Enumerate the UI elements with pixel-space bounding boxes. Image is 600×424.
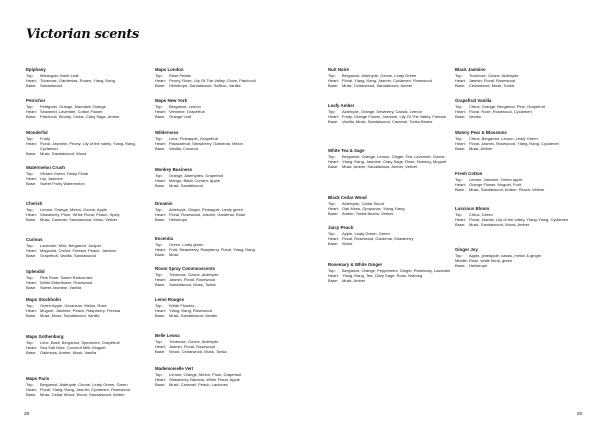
note-value: Floral, Jasmin, Rosewood, Ylang-Ylang, Cyclamen xyxy=(469,140,559,146)
note-value: Wood, Cedarwood, Musk, Tonka xyxy=(169,349,227,354)
note-value: Musk, Sandalwood, Vanilla xyxy=(169,313,217,318)
note-label: Heart: xyxy=(155,177,166,183)
note-row xyxy=(26,181,154,186)
note-row xyxy=(155,282,283,287)
scent-name: White Tea & Sage xyxy=(328,148,365,153)
note-value: Rose Petals xyxy=(169,72,191,78)
note-label: Base: xyxy=(155,183,166,188)
note-label: Heart: xyxy=(328,77,339,83)
note-label: Base: xyxy=(155,382,166,387)
note-value: Wood xyxy=(342,241,353,246)
note-label: Top: xyxy=(26,381,34,387)
note-label: Base: xyxy=(26,151,37,157)
note-label: Heart: xyxy=(155,376,166,382)
note-value: Lime, Basil, Bergamot, Spearmint, Grapefruit xyxy=(40,339,120,345)
note-value: Musk, Sandalwood, Wood, Amber xyxy=(469,222,530,227)
note-value: Musk, Sandalwood xyxy=(169,183,203,188)
note-label: Heart: xyxy=(328,272,339,278)
note-row xyxy=(155,146,283,151)
note-value: Bergamot, Orange, Lemon, Ginger, Tea, Lavender, Ozone xyxy=(342,153,445,159)
note-label: Top: xyxy=(26,302,34,308)
scent-name: Ginger Joy xyxy=(455,247,478,252)
note-row xyxy=(328,241,456,246)
scent-name: Maps New York xyxy=(155,98,188,103)
note-label: Top: xyxy=(26,103,34,109)
scent-entry xyxy=(26,376,154,397)
note-label: Base: xyxy=(328,211,339,216)
note-label: Heart: xyxy=(155,343,166,349)
note-value: Verveine, Grapefruit xyxy=(169,108,205,114)
page-title: Victorian scents xyxy=(26,27,140,42)
scent-entry xyxy=(455,206,583,227)
scent-entry xyxy=(155,236,283,257)
note-value: Tuberose, Ozone, Aldehyde xyxy=(469,72,519,78)
note-label: Top: xyxy=(155,103,163,109)
scent-name: Cherish xyxy=(26,201,43,206)
note-label: Top: xyxy=(328,72,336,78)
note-value: Melangolo,Violet Leaf xyxy=(40,72,79,78)
note-row xyxy=(455,114,583,119)
note-label: Heart: xyxy=(455,108,466,114)
note-row xyxy=(26,285,154,290)
scent-name: Mademoiselle Vert xyxy=(155,366,194,371)
scent-name: Maps London xyxy=(155,67,184,72)
note-row xyxy=(155,114,283,119)
scent-name: Curious xyxy=(26,237,43,242)
note-label: Base: xyxy=(328,164,339,169)
scent-entry xyxy=(328,195,456,216)
note-value: Amber, Tonka Beans, Vetiver xyxy=(342,211,394,216)
note-row xyxy=(455,222,583,227)
note-label: Heart: xyxy=(328,235,339,241)
note-value: Tuberose, Ozone, Aldehyde xyxy=(169,338,219,344)
note-value: Muguet, Jasmine, Peach, Raspberry, Freesia xyxy=(40,307,120,313)
note-value: Bergamot, Aldehyde, Ozone, Leafy Green xyxy=(342,72,417,78)
note-value: Sandalwood xyxy=(40,83,63,88)
note-value: Lime, Pineapple, Grapefruit xyxy=(169,135,218,141)
note-label: Top: xyxy=(26,274,34,280)
note-label: Heart: xyxy=(155,276,166,282)
note-value: Musk, Amber xyxy=(342,278,366,283)
note-label: Heart: xyxy=(26,344,37,350)
note-row xyxy=(455,83,583,88)
scent-entry xyxy=(455,130,583,151)
note-value: Bergamot, Aldehyde, Ozone, Leafy Green, Green xyxy=(40,381,128,387)
note-label: Base: xyxy=(26,350,37,355)
note-label: Top: xyxy=(455,252,463,258)
note-label: Top: xyxy=(328,153,336,159)
note-row xyxy=(155,217,283,222)
note-value: Lemon, Jasmine, Green apple xyxy=(469,176,523,182)
scent-name: Black Jasmine xyxy=(455,67,486,72)
note-label: Base: xyxy=(328,83,339,88)
note-value: Green, Leafy green xyxy=(169,241,204,247)
note-label: Top: xyxy=(328,267,336,273)
scent-entry xyxy=(455,171,583,192)
note-label: Top: xyxy=(155,206,163,212)
scent-entry xyxy=(155,67,283,88)
note-value: Musk, Amber, Sandalwood, Amber, Vetiver xyxy=(342,164,418,169)
note-label: Heart: xyxy=(26,175,37,181)
note-label: Heart: xyxy=(328,158,339,164)
scent-name: Watery Pear & Blossoms xyxy=(455,130,507,135)
note-value: Musk, Amber xyxy=(469,146,493,151)
note-row xyxy=(455,146,583,151)
note-value: Aldehydic, Cedar Wood xyxy=(342,200,384,206)
note-label: Base: xyxy=(155,83,166,88)
scent-entry xyxy=(455,247,583,268)
note-label: Base: xyxy=(455,146,466,151)
note-value: Fruity, Orange Flower, Jasmine, Lily Of The Valley, Freesia xyxy=(342,113,446,119)
note-label: Base: xyxy=(155,146,166,151)
note-value: Cedarwood, Musk, Tonka xyxy=(469,83,515,88)
note-label: Base: xyxy=(328,119,339,124)
note-value: Musk, Moss, Sandalwood, Vanilla xyxy=(40,313,100,318)
note-value: Musk, Caramel, Sandalwood, Moss, Vetiver xyxy=(40,217,118,222)
note-label: Heart: xyxy=(155,108,166,114)
note-row xyxy=(155,313,283,318)
note-value: Oak Moss, Opoponax, Ylang-Ylang xyxy=(342,205,405,211)
note-row xyxy=(26,217,154,222)
scent-name: Juicy Peach xyxy=(328,225,354,230)
scent-name: Splendid xyxy=(26,269,45,274)
scent-entry xyxy=(328,148,456,169)
note-value: Sweet Jasmine, Vanilla xyxy=(40,285,82,290)
note-value: Lemon, Orange, Melon, Ozone, Apple xyxy=(40,206,108,212)
note-row xyxy=(26,141,154,151)
scent-entry xyxy=(328,103,456,124)
note-label: Base: xyxy=(155,282,166,287)
note-value: Jasmin, Floral, Rosewood xyxy=(169,343,216,349)
note-label: Top: xyxy=(26,242,34,248)
note-row xyxy=(26,83,154,88)
note-value: Vanilla, Musk, Sandalwood, Caramel, Tonka Beans xyxy=(342,119,433,124)
scent-name: Monkey Business xyxy=(155,167,193,172)
note-label: Top: xyxy=(155,302,163,308)
note-row xyxy=(328,164,456,169)
scent-name: Room Spray Commonscents xyxy=(155,266,216,271)
scent-name: Petrichor xyxy=(26,98,46,103)
note-label: Top: xyxy=(455,176,463,182)
note-value: Citrus, Bergamot, Lemon, Leafy Green xyxy=(469,135,538,141)
scent-entry xyxy=(26,237,154,258)
note-value: Heliotrope xyxy=(469,263,488,268)
note-row xyxy=(155,252,283,257)
note-value: Apple, pineapple, cassis, melon & ginger xyxy=(469,252,542,258)
note-label: Heart: xyxy=(26,279,37,285)
note-row xyxy=(26,350,154,355)
note-row xyxy=(155,382,283,387)
scent-name: Escentia xyxy=(155,236,174,241)
note-label: Heart: xyxy=(455,181,466,187)
scent-name: Watermelon Crush xyxy=(26,165,65,170)
note-label: Top: xyxy=(26,339,34,345)
note-value: Bergamot, Lemon xyxy=(169,103,201,109)
note-label: Base: xyxy=(26,392,37,397)
note-value: Strawberry, Plum, White Floral, Peach, Spicy xyxy=(40,211,120,217)
note-row xyxy=(328,211,456,216)
note-label: Base: xyxy=(26,217,37,222)
scent-entry xyxy=(155,266,283,287)
scent-entry xyxy=(155,366,283,387)
note-row xyxy=(155,183,283,188)
note-label: Base: xyxy=(328,278,339,283)
note-label: Top: xyxy=(155,371,163,377)
note-value: Rose, white floral, green xyxy=(469,257,513,263)
note-value: Orange Leaf xyxy=(169,114,192,119)
note-label: Top: xyxy=(155,172,163,178)
note-label: Top: xyxy=(455,103,463,109)
note-label: Base: xyxy=(455,263,466,268)
note-value: Lemon, Orange, Melon, Plum, Grapefruit xyxy=(169,371,242,377)
note-value: Aldehyde, Ginger, Pineapple, Leafy green xyxy=(169,206,244,212)
note-label: Heart: xyxy=(26,386,37,392)
note-value: Petitgrain, Orange, Mandarin Orange xyxy=(40,103,106,109)
scent-entry xyxy=(328,262,456,283)
note-label: Top: xyxy=(155,72,163,78)
note-value: Musk, Sandalwood, Wood xyxy=(40,151,87,157)
note-value: Magnolia, Orchid, Freesia, Peach, Jasmine xyxy=(40,247,117,253)
note-label: Top: xyxy=(328,230,336,236)
scent-entry xyxy=(26,201,154,222)
note-label: Base: xyxy=(155,217,166,222)
note-label: Base: xyxy=(26,181,37,186)
note-value: Citrus, Green xyxy=(469,211,493,217)
note-value: Fruit, Strawberry, Raspberry, Floral, Ylang-Ylang xyxy=(169,246,255,252)
note-row xyxy=(155,349,283,354)
note-value: Pink Rose, Sweet Redcurrant xyxy=(40,274,93,280)
scent-entry xyxy=(155,167,283,188)
note-value: Heliotrope, Sandalwood, Saffron, Vanilla xyxy=(169,83,241,88)
scent-name: Rosemary & White Ginger xyxy=(328,262,383,267)
note-row xyxy=(455,187,583,192)
note-label: Heart: xyxy=(328,205,339,211)
note-label: Top: xyxy=(455,135,463,141)
note-value: Vanilla xyxy=(469,114,481,119)
note-value: Ylang-Ylang, Rosewood xyxy=(169,307,212,313)
note-label: Base: xyxy=(155,349,166,354)
note-label: Base: xyxy=(155,252,166,257)
scent-entry xyxy=(328,67,456,88)
note-value: Grapefruit, Vanilla, Sandalwood xyxy=(40,253,96,258)
note-label: Heart: xyxy=(26,140,37,146)
note-label: Top: xyxy=(455,72,463,78)
note-row xyxy=(26,114,154,119)
note-value: Jasmin, Floral, Rosewood xyxy=(169,276,216,282)
note-value: Musk, Sandalwood, Amber, Peach, Vetiver xyxy=(469,187,545,192)
note-value: Green Apple, Geranium, Melon, Rose xyxy=(40,302,107,308)
scent-entry xyxy=(155,297,283,318)
note-value: Musk xyxy=(169,252,179,257)
note-value: Heliotrope xyxy=(169,217,188,222)
scent-entry xyxy=(26,269,154,290)
scent-name: Black Cedar Wood xyxy=(328,195,367,200)
note-value: Apple, Leafy Green, Green xyxy=(342,230,390,236)
note-value: Floral, Rosewood, Gardenia, Strawberry xyxy=(342,235,414,241)
note-value: Fruity xyxy=(40,135,50,141)
note-label: Heart: xyxy=(26,211,37,217)
note-label: Heart: xyxy=(155,77,166,83)
note-value: Ylang-Ylang, Tea, Clary Sage, Rose, Nutmeg xyxy=(342,272,423,278)
note-value: Lavender, Mint, Bergamot, Juniper xyxy=(40,242,102,248)
scent-entry xyxy=(26,67,154,88)
scent-name: Grapefruit Vanilla xyxy=(455,98,492,103)
note-value: Patchouli, Woody, Cedar, Clary Sage, Amber xyxy=(40,114,120,119)
note-value: Musk, Cedar Wood, Wood, Sandalwood, Amber xyxy=(40,392,125,397)
note-value: Passionfruit, Strawberry, Gardenia, Melon xyxy=(169,140,243,146)
note-value: Floral, Rose, Rosewood, Cyclamen xyxy=(469,108,532,114)
note-value: Lily, Jasmine xyxy=(40,175,63,181)
scent-name: Epiphany xyxy=(26,67,46,72)
scent-name: Lemo Rouges xyxy=(155,297,185,302)
note-label: Top: xyxy=(328,108,336,114)
note-label: Top: xyxy=(155,271,163,277)
scent-name: Maps Gothenburg xyxy=(26,334,64,339)
scent-entry xyxy=(455,67,583,88)
note-value: Orange, Aldehydes, Grapefruit xyxy=(169,172,224,178)
note-label: Heart: xyxy=(155,246,166,252)
scent-entry xyxy=(26,130,154,156)
note-value: Citrus, Orange, Bergamot, Pine, Grapefruit xyxy=(469,103,545,109)
scent-entry xyxy=(26,334,154,355)
page-number-left: 28 xyxy=(24,411,30,416)
note-value: White Elderflower, Rosewood xyxy=(40,279,93,285)
note-label: Heart: xyxy=(455,77,466,83)
note-label: Base: xyxy=(155,313,166,318)
note-row xyxy=(328,278,456,283)
note-label: Base: xyxy=(455,83,466,88)
note-label: Top: xyxy=(155,241,163,247)
note-label: Middle: xyxy=(455,257,468,263)
note-value: Jasmin, Floral, Rosewood xyxy=(469,77,516,83)
note-label: Heart: xyxy=(155,140,166,146)
note-value: Vibrant Green, Dewy Floral xyxy=(40,170,89,176)
scent-name: Fresh Cotton xyxy=(455,171,483,176)
scent-name: Maps Paris xyxy=(26,376,50,381)
note-label: Top: xyxy=(455,211,463,217)
note-label: Top: xyxy=(26,206,34,212)
note-value: Mango, Black Currant, Apple xyxy=(169,177,220,183)
scent-name: Dreamin xyxy=(155,201,173,206)
note-value: Oakmoss, Amber, Musk, Vanilla xyxy=(40,350,97,355)
scent-name: Nuit Noire xyxy=(328,67,349,72)
note-label: Heart: xyxy=(26,307,37,313)
scent-name: Maps Stockholm xyxy=(26,297,61,302)
note-label: Top: xyxy=(328,200,336,206)
note-value: Floral, Ylang-Ylang, Jasmin, Cyclamen, Rosewood xyxy=(342,77,432,83)
note-value: Bergamot, Orange, Peppermint, Ginger, Rosemary, Lavandin xyxy=(342,267,451,273)
note-value: Aldehyde, Orange, Dewberry, Cassis, Lemon xyxy=(342,108,422,114)
note-value: Orange Flower, Muguet, Fruit xyxy=(469,181,522,187)
page-number-right: 29 xyxy=(576,411,582,416)
scent-name: Belle Leona xyxy=(155,333,180,338)
note-label: Heart: xyxy=(26,247,37,253)
scent-entry xyxy=(26,165,154,186)
note-value: Vanilla, Coconut xyxy=(169,146,198,151)
note-label: Heart: xyxy=(26,77,37,83)
note-label: Heart: xyxy=(155,211,166,217)
note-row xyxy=(26,392,154,397)
note-value: Floral, Jasmine, Peony, Lily of the valley, Ylang-Ylang, Cyclamen xyxy=(40,140,136,151)
note-label: Heart: xyxy=(26,108,37,114)
note-row xyxy=(155,83,283,88)
note-label: Heart: xyxy=(155,307,166,313)
scent-entry xyxy=(155,333,283,354)
note-value: Floral, Ylang-Ylang, Jasmin, Cyclamen, Rosewood xyxy=(40,386,130,392)
note-value: Musk, Cedarwood, Sandalwood, Amber xyxy=(342,83,413,88)
note-value: Sea Salt Note, Coconut Milk, Muguet xyxy=(40,344,106,350)
note-label: Base: xyxy=(26,253,37,258)
note-label: Base: xyxy=(26,114,37,119)
note-row xyxy=(26,151,154,156)
note-label: Base: xyxy=(155,114,166,119)
note-row xyxy=(455,263,583,268)
note-row xyxy=(328,83,456,88)
note-label: Top: xyxy=(26,170,34,176)
note-label: Top: xyxy=(155,135,163,141)
note-label: Top: xyxy=(155,338,163,344)
note-value: Strawberry, Banana, White Floral, Apple xyxy=(169,376,240,382)
note-label: Heart: xyxy=(455,216,466,222)
scent-entry xyxy=(455,98,583,119)
note-label: Top: xyxy=(26,72,34,78)
note-value: Ylang-Ylang, Jasmine, Clary Sage, Rose, Nutmeg, Muguet xyxy=(342,158,447,164)
scent-entry xyxy=(26,297,154,318)
note-row xyxy=(328,119,456,124)
note-label: Base: xyxy=(328,241,339,246)
scent-entry xyxy=(155,130,283,151)
note-label: Base: xyxy=(455,222,466,227)
note-label: Top: xyxy=(26,135,34,141)
note-value: Seaweed, Lavender, Cotton Flower xyxy=(40,108,103,114)
note-value: Floral, Jasmin, Lily of the valley, Ylang-Ylang, Cyclamen xyxy=(469,216,569,222)
note-label: Base: xyxy=(26,83,37,88)
scent-name: Wonderful xyxy=(26,130,48,135)
scent-name: Luscious Bloom xyxy=(455,206,490,211)
note-label: Base : xyxy=(455,187,467,192)
note-value: Tuberose, Gardenias, Roses, Ylang-Ylang xyxy=(40,77,115,83)
note-value: White Flowers xyxy=(169,302,195,308)
scent-name: Wilderness xyxy=(155,130,179,135)
note-label: Base: xyxy=(26,313,37,318)
note-label: Heart: xyxy=(455,140,466,146)
scent-entry xyxy=(26,98,154,119)
note-row xyxy=(26,313,154,318)
note-value: Tuberose, Ozone, Aldehyde xyxy=(169,271,219,277)
note-value: Sweet Fruity Watermelon xyxy=(40,181,85,186)
note-value: Peony, Rose, Lily Of The Valley, Clove, Patchouli xyxy=(169,77,256,83)
note-value: Floral, Rosewood, Jasmin, Gardenia, Rose xyxy=(169,211,246,217)
scent-entry xyxy=(328,225,456,246)
note-value: Musk, Caramel, Peach, Lactones xyxy=(169,382,228,387)
note-value: Sandalwood, Musk, Tonka xyxy=(169,282,216,287)
note-label: Base: xyxy=(455,114,466,119)
note-label: Base: xyxy=(26,285,37,290)
scent-name: Leafy Amber xyxy=(328,103,355,108)
note-label: Heart: xyxy=(328,113,339,119)
scent-entry xyxy=(155,98,283,119)
note-row xyxy=(26,253,154,258)
scent-entry xyxy=(155,201,283,222)
